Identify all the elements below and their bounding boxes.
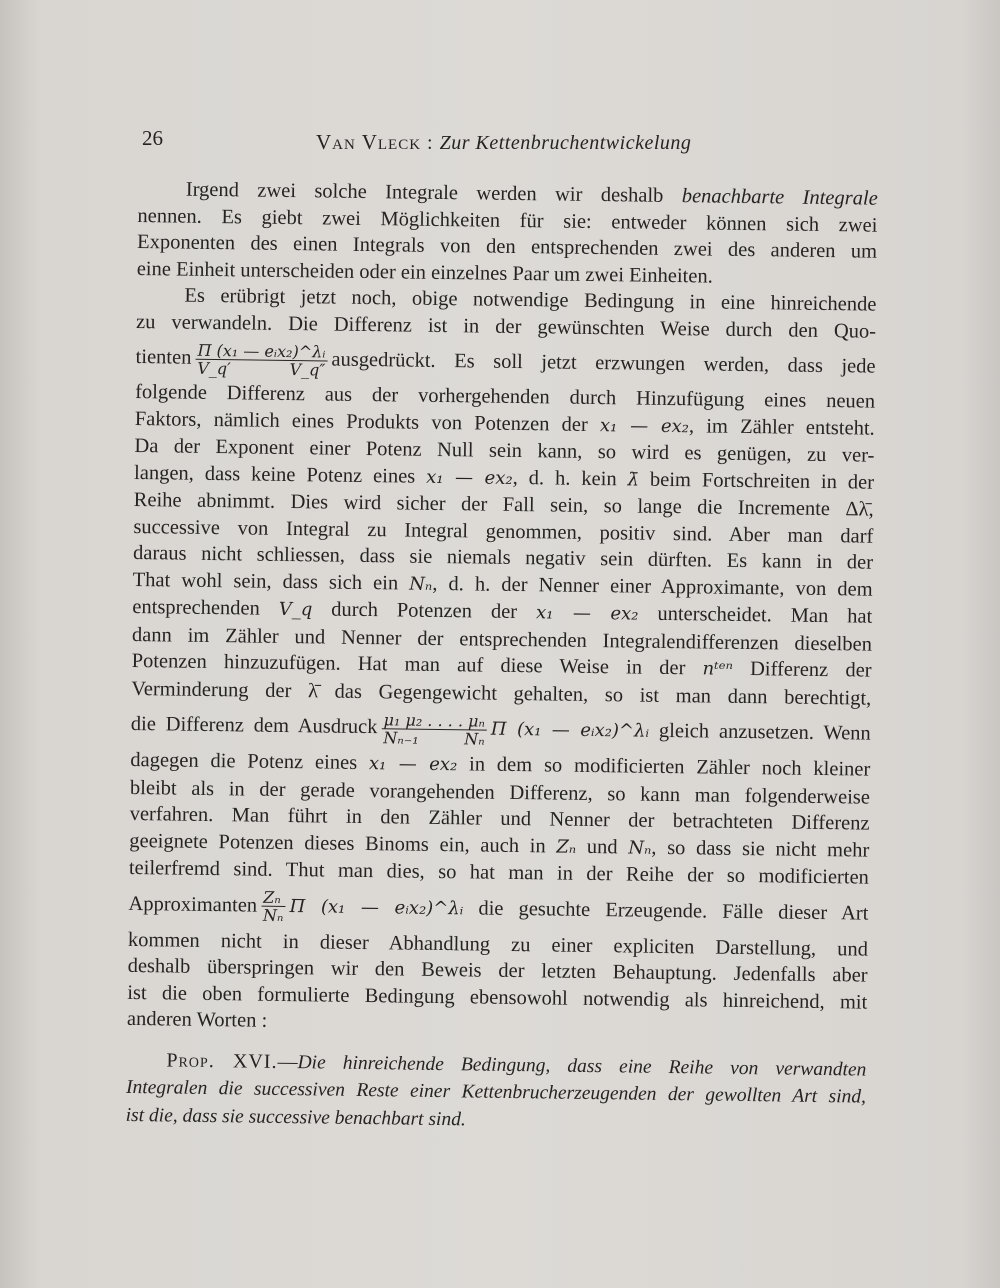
paragraph-2	[127, 282, 877, 1042]
text-segment: tienten	[135, 345, 192, 369]
paragraph-1	[137, 176, 878, 292]
text-line: daraus nicht schliessen, dass sie niemals negativ sein dürften. Es kann in der	[132, 541, 874, 574]
text-segment: , im Zähler entsteht.	[688, 414, 875, 440]
text-line: Exponenten des einen Integrals von den entsprechenden zwei des anderen um	[136, 230, 878, 263]
text-segment: ausgedrückt. Es soll jetzt erzwungen werden, dass jede	[331, 348, 876, 378]
math-expression: x₁ — ex₂	[426, 466, 513, 489]
text-line: dann im Zähler und Nenner der entsprechenden Integralendifferenzen dieselben	[131, 623, 873, 656]
lambda-symbol: λ̄	[627, 468, 640, 491]
proposition-text: Integralen die successiven Reste einer Kettenbrucherzeugenden der gewollten Art sind,	[125, 1076, 867, 1108]
text-segment: durch Potenzen der	[312, 598, 537, 624]
math-expression: Π (x₁ — eᵢx₂)^λᵢ	[490, 718, 650, 742]
text-segment: That wohl sein, dass sich ein	[132, 568, 410, 595]
proposition-text: ist die, dass sie successive benachbart sind.	[125, 1104, 466, 1130]
text-segment: , d. h. der Nenner einer Approximante, von dem	[432, 572, 873, 601]
formula-fraction	[261, 889, 286, 924]
math-expression: x₁ — ex₂	[368, 753, 458, 776]
formula-fraction	[195, 342, 327, 379]
fraction-denominator: Nₙ	[262, 905, 284, 926]
header-separator: :	[421, 132, 440, 154]
proposition-label: Prop. XVI.	[166, 1048, 278, 1073]
math-expression: Zₙ	[556, 836, 577, 858]
fraction-numerator: Π (x₁ — eᵢx₂)^λᵢ	[197, 340, 326, 362]
text-line: successive von Integral zu Integral genommen, positiv sind. Aber man darf	[133, 515, 874, 548]
text-line: folgende Differenz aus der vorhergehenden durch Hinzufügung eines neuen	[135, 380, 876, 413]
text-segment: Faktors, nämlich eines Produkts von Potenzen der	[134, 407, 601, 436]
text-segment: entsprechenden	[132, 595, 279, 620]
text-line: Es erübrigt jetzt noch, obige notwendige Bedingung in eine hinreichende	[184, 284, 877, 316]
text-segment: geeignete Potenzen dieses Binoms ein, auch in	[129, 829, 557, 858]
proposition-xvi	[126, 1046, 867, 1138]
proposition-text: Die hinreichende Bedingung, dass eine Reihe von verwandten	[297, 1051, 867, 1081]
text-line: bleibt als in der gerade vorangehenden Differenz, so kann man folgenderweise	[129, 776, 871, 809]
math-expression: nᵗᵉⁿ	[702, 658, 734, 680]
math-expression: Nₙ	[628, 836, 652, 859]
math-expression: Π (x₁ — eᵢx₂)^λᵢ	[289, 895, 464, 919]
text-segment: langen, dass keine Potenz eines	[133, 461, 427, 488]
text-segment: in dem so modificierten Zähler noch kleiner	[457, 753, 871, 781]
article-title: Zur Kettenbruchentwickelung	[439, 132, 692, 154]
page-number: 26	[142, 126, 163, 150]
text-line: Verminderung der λ̄ das Gegengewicht gehalten, so ist man dann berechtigt,	[131, 677, 872, 710]
text-segment: die gesuchte Erzeugende. Fälle dieser Art	[463, 896, 869, 925]
text-line: teilerfremd sind. Thut man dies, so hat man in der Reihe der so modificierten	[128, 856, 870, 889]
proposition-dash: —	[277, 1050, 298, 1073]
text-line: Da der Exponent einer Potenz Null sein kann, so wird es genügen, zu ver-	[134, 434, 875, 467]
text-line: nennen. Es giebt zwei Möglichkeiten für sie: entweder können sich zwei	[137, 204, 878, 237]
author-name: Van Vleck	[316, 130, 422, 154]
text-segment: die Differenz dem Ausdruck	[130, 712, 378, 739]
text-segment: Potenzen hinzuzufügen. Hat man auf diese Weise in der	[131, 649, 703, 680]
body-text	[126, 176, 878, 1139]
text-segment: Approximanten	[128, 892, 258, 917]
text-segment: unterscheidet. Man hat	[638, 602, 873, 628]
formula-fraction	[381, 711, 487, 747]
text-segment: und	[576, 835, 629, 858]
math-expression: V_q	[278, 598, 313, 621]
text-line: anderen Worten :	[126, 1007, 268, 1032]
fraction-numerator: Zₙ	[261, 889, 286, 907]
running-title	[316, 130, 691, 155]
text-line: deshalb überspringen wir den Beweis der letzten Behauptung. Jedenfalls aber	[127, 954, 868, 987]
text-segment: , d. h. kein	[512, 466, 628, 490]
text-line: eine Einheit unterscheiden oder ein einzelnes Paar um zwei Einheiten.	[136, 257, 713, 288]
text-segment: , so dass sie nicht mehr	[651, 836, 870, 862]
text-segment: beim Fortschreiten in der	[638, 468, 875, 494]
fraction-denominator: V_q′ V_q″	[197, 358, 326, 380]
text-line: zu verwandeln. Die Differenz ist in der gewünschten Weise durch den Quo-	[135, 310, 877, 343]
fraction-denominator: Nₙ₋₁ Nₙ	[383, 728, 485, 749]
text-segment: gleich anzusetzen. Wenn	[648, 719, 871, 745]
text-segment: dagegen die Potenz eines	[130, 748, 370, 775]
fraction-numerator: μ₁ μ₂ . . . . μₙ	[383, 710, 486, 731]
text-line: verfahren. Man führt in den Zähler und Nenner der betrachteten Differenz	[129, 802, 870, 835]
text-segment: Differenz der	[732, 657, 872, 682]
math-expression: x₁ — ex₂	[535, 602, 639, 625]
emphasis: benachbarte Integrale	[681, 185, 878, 210]
math-expression: x₁ — ex₂	[599, 414, 690, 437]
running-header	[142, 120, 882, 160]
text-segment: Irgend zwei solche Integrale werden wir deshalb	[185, 178, 682, 208]
text-line: ist die oben formulierte Bedingung ebensowohl notwendig als hinreichend, mit	[127, 981, 868, 1014]
text-line: Reihe abnimmt. Dies wird sicher der Fall sein, so lange die Incremente Δλ̄,	[133, 488, 874, 521]
text-line: kommen nicht in dieser Abhandlung zu einer expliciten Darstellung, und	[127, 928, 869, 961]
math-expression: Nₙ	[409, 573, 433, 595]
